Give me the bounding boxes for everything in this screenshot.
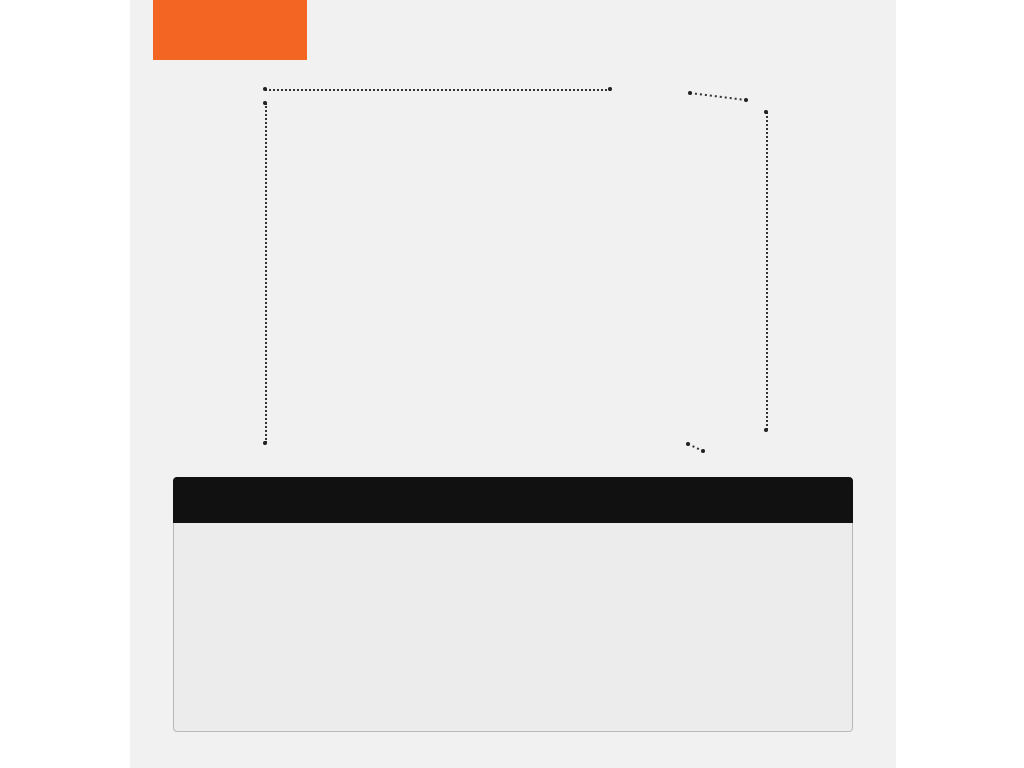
spec-row-product-size [197, 669, 203, 686]
spec-row-model [196, 542, 202, 559]
spec-row-material [196, 592, 202, 609]
spec-row-panels [574, 542, 580, 559]
spec-row-inner-frame [198, 618, 204, 635]
screen-side-view [686, 100, 746, 450]
spec-row-panel-color [574, 567, 580, 584]
specifications-header [173, 477, 853, 523]
spec-row-frame-color [196, 566, 202, 583]
spec-row-folded-size [197, 644, 203, 661]
screen-front-view [278, 102, 618, 447]
spec-row-net-weight [198, 692, 204, 709]
